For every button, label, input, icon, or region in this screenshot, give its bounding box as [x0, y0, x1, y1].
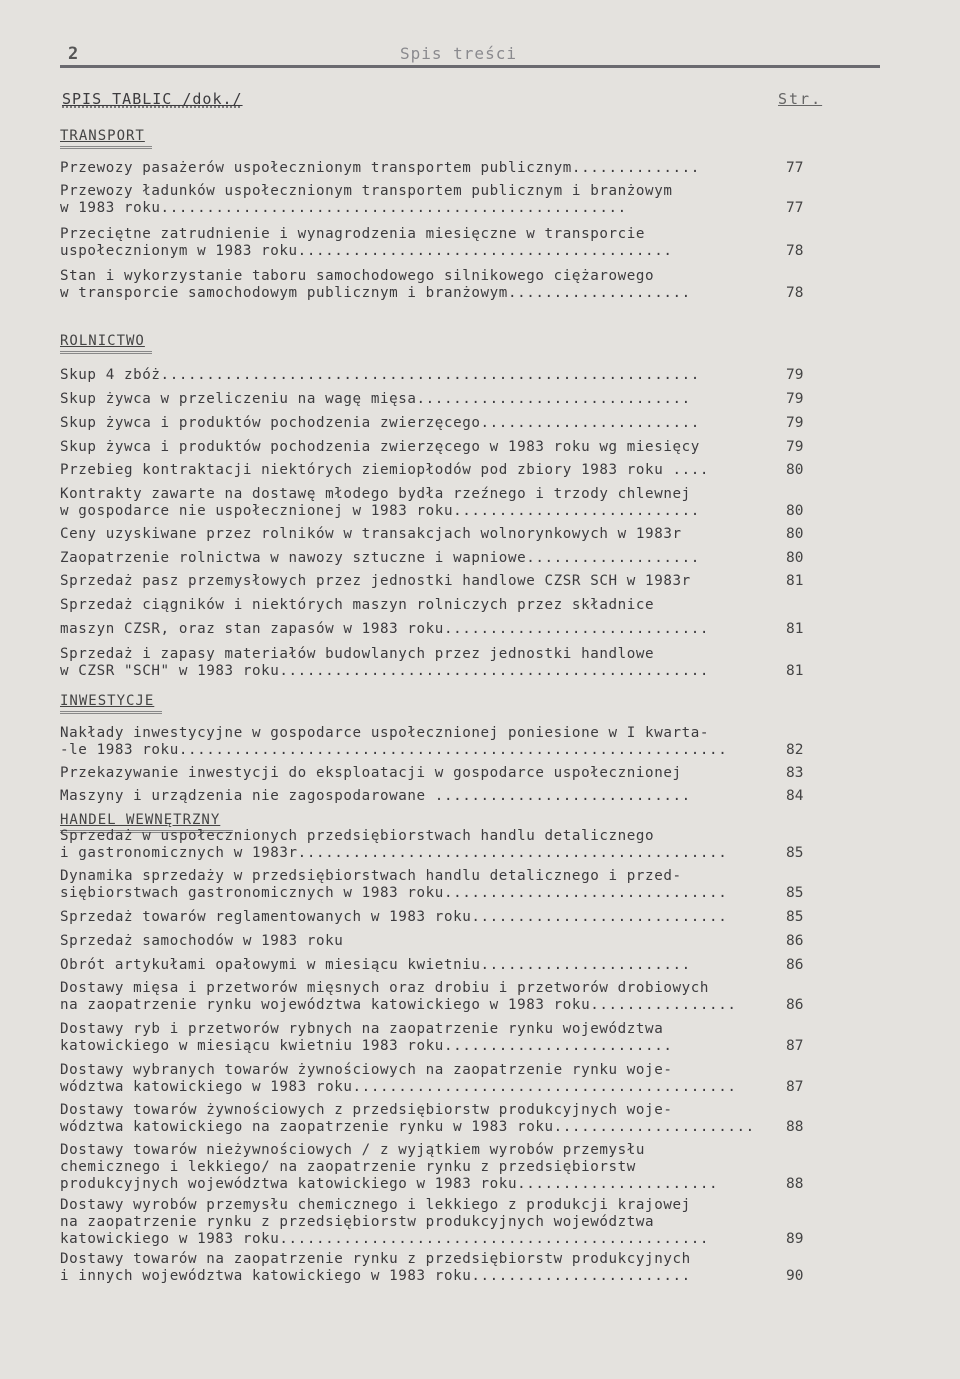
toc-entry: [60, 573, 760, 590]
section-heading-handel-wewnetrzny: HANDEL WEWNĘTRZNY: [60, 812, 221, 828]
toc-page-number: 84: [786, 788, 804, 804]
toc-entry-line: Dostawy towarów żywnościowych z przedsiębiorstw produkcyjnych woje-: [60, 1102, 673, 1118]
toc-entry-line: produkcyjnych województwa katowickiego w 1983 roku......................: [60, 1176, 719, 1192]
toc-entry: [60, 1251, 760, 1285]
toc-entry: [60, 183, 760, 217]
toc-entry: [60, 828, 760, 862]
section-heading-transport: TRANSPORT: [60, 128, 145, 144]
toc-entry-line: siębiorstwach gastronomicznych w 1983 roku...............................: [60, 885, 728, 901]
running-head: Spis treści: [400, 44, 517, 63]
toc-entry-line: Skup żywca i produktów pochodzenia zwierzęcego w 1983 roku wg miesięcy: [60, 439, 700, 455]
toc-entry-line: Dostawy towarów nieżywnościowych / z wyjątkiem wyrobów przemysłu: [60, 1142, 646, 1158]
toc-entry-line: Przebieg kontraktacji niektórych ziemiopłodów pod zbiory 1983 roku ....: [60, 462, 710, 478]
toc-page-number: 89: [786, 1231, 804, 1247]
toc-entry-line: Dynamika sprzedaży w przedsiębiorstwach handlu detalicznego i przed-: [60, 868, 682, 884]
toc-page-number: 88: [786, 1176, 804, 1192]
toc-entry-line: Zaopatrzenie rolnictwa w nawozy sztuczne i wapniowe...................: [60, 550, 700, 566]
toc-entry-line: Przeciętne zatrudnienie i wynagrodzenia miesięczne w transporcie: [60, 226, 646, 242]
toc-page-number: 79: [786, 391, 804, 407]
toc-entry: [60, 391, 760, 408]
toc-entry: [60, 486, 760, 520]
toc-page-number: 81: [786, 573, 804, 589]
toc-page-number: 90: [786, 1268, 804, 1284]
toc-entry: [60, 957, 760, 974]
section-heading-inwestycje: INWESTYCJE: [60, 693, 155, 709]
toc-page-number: 79: [786, 367, 804, 383]
toc-entry: [60, 226, 760, 260]
toc-entry-line: Przekazywanie inwestycji do eksploatacji w gospodarce uspołecznionej: [60, 765, 682, 781]
toc-entry: [60, 160, 760, 177]
header-rule: [60, 65, 880, 68]
toc-page-number: 80: [786, 550, 804, 566]
toc-entry: [60, 526, 760, 543]
toc-page-number: 83: [786, 765, 804, 781]
toc-page-number: 80: [786, 462, 804, 478]
toc-entry-line: Skup 4 zbóż...........................................................: [60, 367, 700, 383]
toc-entry: [60, 868, 760, 902]
toc-entry: [60, 725, 760, 759]
toc-page-number: 88: [786, 1119, 804, 1135]
toc-entry: [60, 415, 760, 432]
toc-entry-line: w CZSR "SCH" w 1983 roku...............................................: [60, 663, 710, 679]
page-number: 2: [68, 44, 79, 64]
toc-entry-line: katowickiego w 1983 roku...............................................: [60, 1231, 710, 1247]
toc-entry-line: Nakłady inwestycyjne w gospodarce uspołecznionej poniesione w I kwarta-: [60, 725, 710, 741]
toc-entry: [60, 367, 760, 384]
toc-entry-line: i gastronomicznych w 1983r...............................................: [60, 845, 728, 861]
toc-page-number: 79: [786, 415, 804, 431]
toc-entry-line: na zaopatrzenie rynku województwa katowickiego w 1983 roku................: [60, 997, 737, 1013]
toc-page-number: 86: [786, 933, 804, 949]
toc-entry-line: wództwa katowickiego na zaopatrzenie rynku w 1983 roku......................: [60, 1119, 755, 1135]
toc-entry-line: Dostawy mięsa i przetworów mięsnych oraz drobiu i przetworów drobiowych: [60, 980, 710, 996]
page-column-label: Str.: [778, 90, 823, 108]
toc-entry: [60, 462, 760, 479]
toc-entry-line: w transporcie samochodowym publicznym i branżowym....................: [60, 285, 691, 301]
section-heading-rolnictwo: ROLNICTWO: [60, 333, 145, 349]
toc-entry-line: i innych województwa katowickiego w 1983 roku........................: [60, 1268, 691, 1284]
toc-entry-line: maszyn CZSR, oraz stan zapasów w 1983 roku.............................: [60, 621, 710, 637]
toc-entry-line: Ceny uzyskiwane przez rolników w transakcjach wolnorynkowych w 1983r: [60, 526, 682, 542]
toc-entry: [60, 646, 760, 680]
toc-entry: [60, 1062, 760, 1096]
toc-entry-line: Dostawy wyrobów przemysłu chemicznego i lekkiego z produkcji krajowej: [60, 1197, 691, 1213]
toc-entry-line: Dostawy towarów na zaopatrzenie rynku z przedsiębiorstw produkcyjnych: [60, 1251, 691, 1267]
toc-entry: [60, 933, 760, 950]
toc-page-number: 86: [786, 997, 804, 1013]
toc-page-number: 82: [786, 742, 804, 758]
title-underline: [62, 106, 240, 108]
toc-entry-line: Dostawy ryb i przetworów rybnych na zaopatrzenie rynku województwa: [60, 1021, 664, 1037]
toc-entry-line: Sprzedaż samochodów w 1983 roku: [60, 933, 344, 949]
toc-entry-line: Dostawy wybranych towarów żywnościowych na zaopatrzenie rynku woje-: [60, 1062, 673, 1078]
section-underline: [60, 711, 162, 714]
toc-page-number: 79: [786, 439, 804, 455]
toc-page-number: 86: [786, 957, 804, 973]
toc-page-number: 85: [786, 909, 804, 925]
toc-entry-line: na zaopatrzenie rynku z przedsiębiorstw produkcyjnych województwa: [60, 1214, 655, 1230]
toc-entry-line: Sprzedaż ciągników i niektórych maszyn rolniczych przez składnice: [60, 597, 655, 613]
toc-page-number: 78: [786, 285, 804, 301]
toc-entry: [60, 1102, 760, 1136]
toc-entry-line: Sprzedaż i zapasy materiałów budowlanych przez jednostki handlowe: [60, 646, 655, 662]
toc-entry-line: Maszyny i urządzenia nie zagospodarowane ............................: [60, 788, 691, 804]
toc-page-number: 77: [786, 200, 804, 216]
toc-page-number: 81: [786, 663, 804, 679]
toc-entry-line: Obrót artykułami opałowymi w miesiącu kwietniu.......................: [60, 957, 691, 973]
section-underline: [60, 351, 152, 354]
toc-entry: [60, 788, 760, 805]
toc-entry: [60, 621, 760, 638]
toc-entry-line: Przewozy pasażerów uspołecznionym transportem publicznym..............: [60, 160, 700, 176]
toc-entry-line: uspołecznionym w 1983 roku.........................................: [60, 243, 673, 259]
toc-page-number: 81: [786, 621, 804, 637]
section-underline: [60, 146, 152, 149]
toc-page-number: 80: [786, 503, 804, 519]
toc-entry-line: Sprzedaż w uspołecznionych przedsiębiorstwach handlu detalicznego: [60, 828, 655, 844]
toc-entry-line: wództwa katowickiego w 1983 roku..........................................: [60, 1079, 737, 1095]
toc-entry: [60, 268, 760, 302]
toc-page-number: 85: [786, 845, 804, 861]
toc-entry: [60, 439, 760, 456]
toc-page-number: 77: [786, 160, 804, 176]
toc-entry: [60, 765, 760, 782]
toc-page-number: 85: [786, 885, 804, 901]
toc-entry-line: katowickiego w miesiącu kwietniu 1983 roku.........................: [60, 1038, 673, 1054]
toc-entry-line: Skup żywca w przeliczeniu na wagę mięsa..............................: [60, 391, 691, 407]
toc-entry-line: chemicznego i lekkiego/ na zaopatrzenie rynku z przedsiębiorstw: [60, 1159, 636, 1175]
toc-entry: [60, 597, 760, 614]
toc-page-number: 87: [786, 1038, 804, 1054]
toc-entry: [60, 1142, 760, 1193]
toc-page-number: 80: [786, 526, 804, 542]
toc-entry-line: Stan i wykorzystanie taboru samochodowego silnikowego ciężarowego: [60, 268, 655, 284]
toc-entry: [60, 980, 760, 1014]
toc-page-number: 78: [786, 243, 804, 259]
toc-entry-line: Sprzedaż pasz przemysłowych przez jednostki handlowe CZSR SCH w 1983r: [60, 573, 691, 589]
toc-entry-line: w gospodarce nie uspołecznionej w 1983 roku...........................: [60, 503, 700, 519]
toc-entry: [60, 909, 760, 926]
toc-entry-line: Kontrakty zawarte na dostawę młodego bydła rzeźnego i trzody chlewnej: [60, 486, 691, 502]
toc-entry: [60, 1197, 760, 1248]
toc-page-number: 87: [786, 1079, 804, 1095]
toc-entry-line: Sprzedaż towarów reglamentowanych w 1983 roku............................: [60, 909, 728, 925]
toc-entry: [60, 550, 760, 567]
toc-entry: [60, 1021, 760, 1055]
toc-entry-line: Skup żywca i produktów pochodzenia zwierzęcego........................: [60, 415, 700, 431]
toc-entry-line: -le 1983 roku............................................................: [60, 742, 728, 758]
toc-entry-line: w 1983 roku...................................................: [60, 200, 627, 216]
list-title: SPIS TABLIC /dok./: [62, 90, 243, 108]
toc-entry-line: Przewozy ładunków uspołecznionym transportem publicznym i branżowym: [60, 183, 673, 199]
